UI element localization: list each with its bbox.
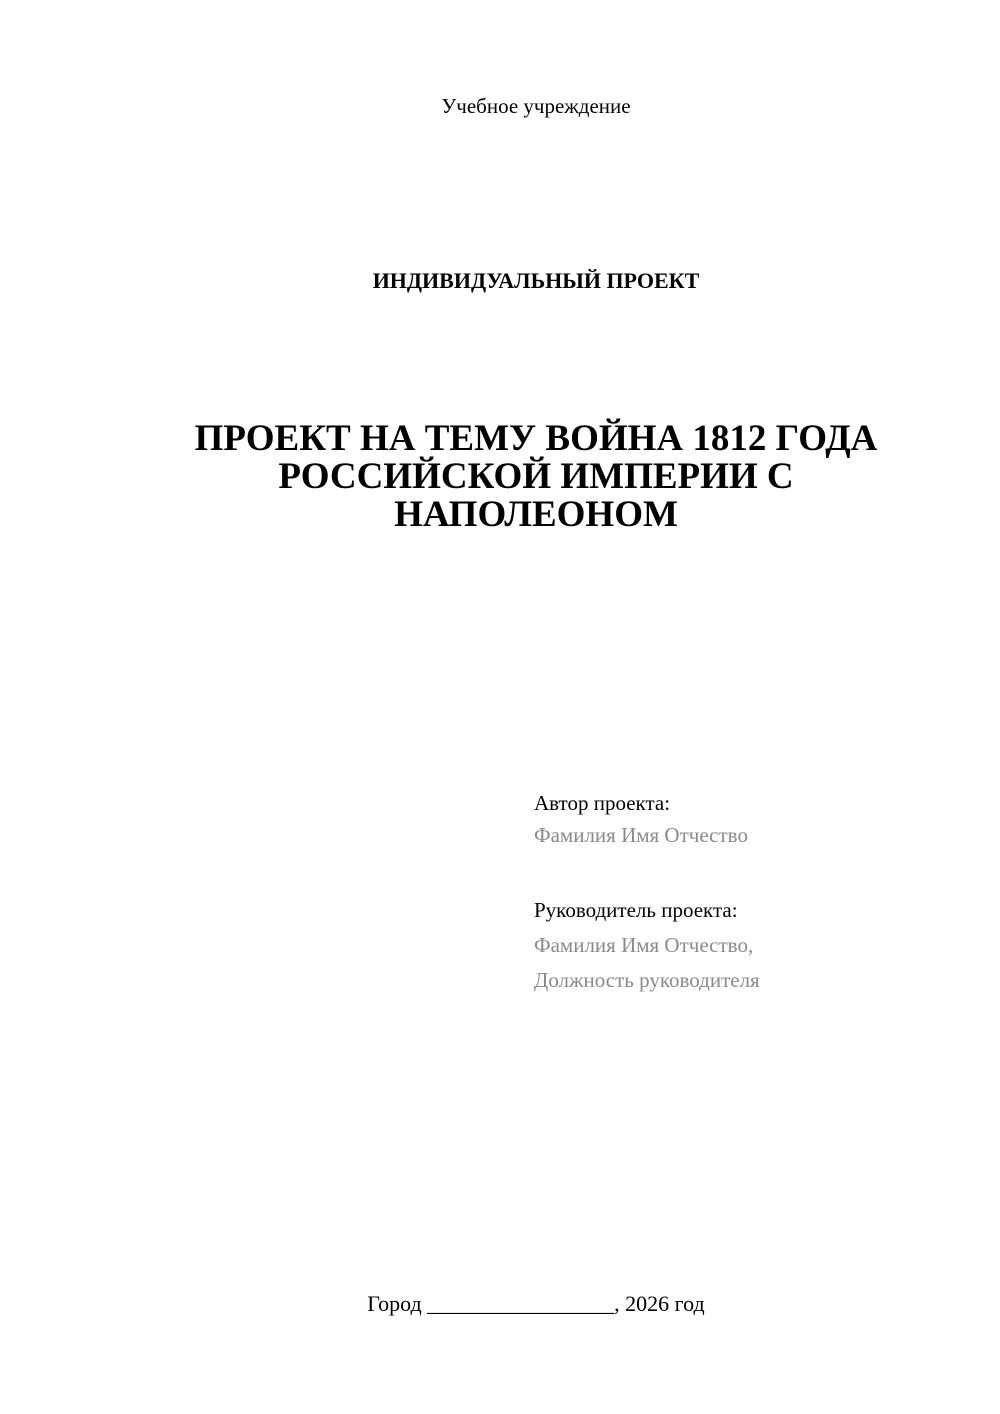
institution-name: Учебное учреждение	[441, 94, 631, 118]
city-label: Город	[367, 1291, 422, 1316]
document-type-heading: ИНДИВИДУАЛЬНЫЙ ПРОЕКТ	[372, 268, 700, 293]
author-block	[534, 788, 974, 853]
supervisor-name-placeholder: Фамилия Имя Отчество,	[534, 933, 754, 957]
author-label: Автор проекта:	[534, 791, 671, 815]
city-blank-line: _________________	[427, 1291, 615, 1316]
city-year-line	[0, 1289, 1000, 1319]
supervisor-block	[534, 893, 974, 998]
project-title-line: НАПОЛЕОНОМ	[394, 494, 678, 535]
supervisor-label: Руководитель проекта:	[534, 898, 738, 922]
project-title-line: РОССИЙСКОЙ ИМПЕРИИ С	[278, 456, 794, 497]
year-text: , 2026 год	[614, 1291, 705, 1316]
project-title-line: ПРОЕКТ НА ТЕМУ ВОЙНА 1812 ГОДА	[194, 418, 878, 459]
supervisor-position-placeholder: Должность руководителя	[534, 968, 760, 992]
project-title	[170, 420, 902, 534]
author-name-placeholder: Фамилия Имя Отчество	[534, 823, 748, 847]
